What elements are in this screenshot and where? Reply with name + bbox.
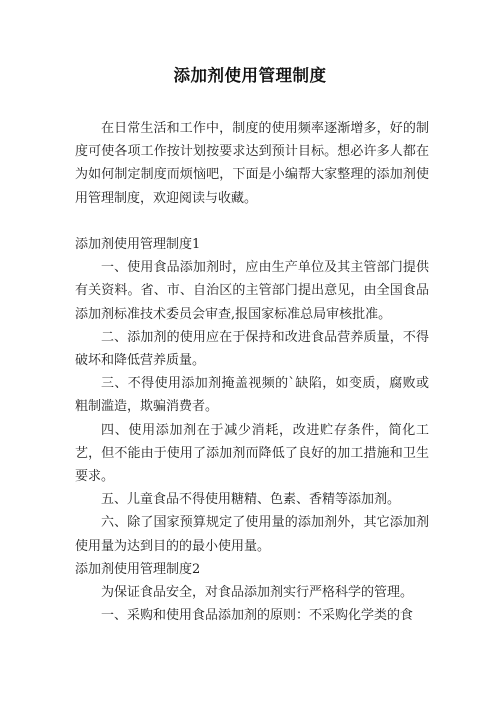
section1-paragraph-2: 二、添加剂的使用应在于保持和改进食品营养质量，不得破坏和降低营养质量。 <box>75 329 429 369</box>
section2-paragraph-1: 为保证食品安全，对食品添加剂实行严格科学的管理。 <box>101 585 414 601</box>
section-heading-1: 添加剂使用管理制度1 <box>75 237 201 252</box>
section1-paragraph-5: 五、儿童食品不得使用糖精、色素、香精等添加剂。 <box>101 492 401 508</box>
section1-paragraph-6: 六、除了国家预算规定了使用量的添加剂外，其它添加剂使用量为达到目的的最小使用量。 <box>75 515 429 554</box>
section1-paragraph-1: 一、使用食品添加剂时，应由生产单位及其主管部门提供有关资料。省、市、自治区的主管部门提出意见，由全国食品添加剂标准技术委员会审查,报国家标准总局审核批准。 <box>75 260 429 322</box>
section-heading-2: 添加剂使用管理制度2 <box>75 561 201 577</box>
document-body <box>75 117 429 627</box>
section1-paragraph-4: 四、使用添加剂在于减少消耗，改进贮存条件，简化工艺，但不能由于使用了添加剂而降低了良好的加工措施和卫生要求。 <box>75 422 429 485</box>
section2-paragraph-2: 一、采购和使用食品添加剂的原则：不采购化学类的食 <box>101 608 414 624</box>
section1-paragraph-3: 三、不得使用添加剂掩盖视频的`缺陷，如变质，腐败或粗制滥造，欺骗消费者。 <box>75 376 429 415</box>
document-title: 添加剂使用管理制度 <box>173 66 327 85</box>
intro-paragraph: 在日常生活和工作中，制度的使用频率逐渐增多，好的制度可使各项工作按计划按要求达到预计目标。想必许多人都在为如何制定制度而烦恼吧，下面是小编帮大家整理的添加剂使用管理制度，欢迎阅读与收藏。 <box>75 121 429 206</box>
paragraph-spacer <box>75 210 429 233</box>
